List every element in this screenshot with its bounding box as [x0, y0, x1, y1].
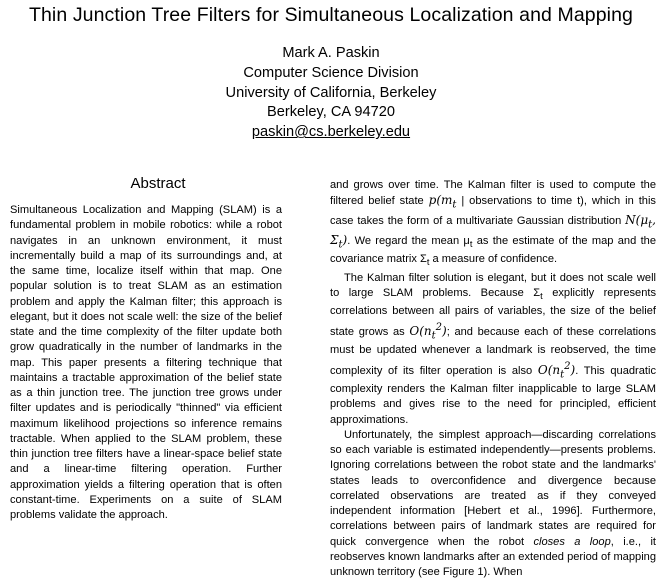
belief-state-formula: $p(m_t$	[428, 193, 457, 211]
affiliation-line: Berkeley, CA 94720	[267, 104, 395, 121]
body-paragraph: Unfortunately, the simplest approach—discarding correlations so each variable is estimated independently—presents problems. Ignoring correlations between the robot state and the landmarks' states leads to overconfidence and divergence because correlated observations are treated as if they conveyed independent information [Hebert et al., 1996]. Furthermore, correlations between pairs of landmark states are required for quick convergence when the robot closes a loop, i.e., it reobserves known landmarks after an extended period of mapping unknown territory (see Figure 1). When	[330, 428, 656, 579]
body-column	[330, 178, 656, 580]
complexity-formula: $O(n_t^2)$	[409, 321, 447, 341]
author-name: Mark A. Paskin	[282, 45, 380, 61]
author-block	[0, 44, 662, 143]
affiliation-line: Computer Science Division	[243, 64, 419, 81]
author-email-link[interactable]: paskin@cs.berkeley.edu	[251, 124, 411, 141]
abstract-text: Simultaneous Localization and Mapping (SLAM) is a fundamental problem in mobile robotics: while a robot navigates in an unknown environment, it must incrementally build a map of its surroundings and, at the same time, localize itself within that map. One popular solution is to treat SLAM as an estimation problem and apply the Kalman filter; this approach is elegant, but it does not scale well: the size of the belief state and the time complexity of the filter update both grow quadratically in the number of landmarks in the map. This paper presents a filtering technique that maintains a tractable approximation of the belief state as a thin junction tree. The junction tree grows under filter updates and is periodically "thinned" via efficient maximum likelihood projections so inference remains tractable. When applied to the SLAM problem, these thin junction tree filters have a linear-space belief state and a linear-time filtering operation. Further approximation yields a filtering operation that is often constant-time. Experiments on a suite of SLAM problems validate the approach.	[10, 204, 282, 521]
paper-title: Thin Junction Tree Filters for Simultaneous Localization and Mapping	[28, 4, 634, 26]
gaussian-formula: $N(\mu_t$, $\Sigma_t$)	[330, 212, 656, 250]
body-paragraph: The Kalman filter solution is elegant, but it does not scale well to large SLAM problems. Because $\Sigma_t$ explicitly represents correlations between all pairs of variables, the size of the belief state grows as $O(n_t^2)$; and because each of these correlations must be updated whenever a landmark is reobserved, the time complexity of its filter operation is also $O(n_t^2)$. This quadratic complexity renders the Kalman filter inapplicable to large SLAM problems and gives rise to the need for principled, efficient approximations.	[330, 271, 657, 426]
affiliation-line: University of California, Berkeley	[225, 84, 437, 101]
abstract-column	[10, 203, 282, 523]
abstract-heading: Abstract	[130, 175, 186, 192]
body-paragraph: and grows over time. The Kalman filter is used to compute the filtered belief state $p(m_t$ | observations to time t), which in this case takes the form of a multivariate Gaussian distribution $N(\mu_t$, $\Sigma_t$). We regard the mean $\mu_t$ as the estimate of the map and the covariance matrix $\Sigma_t$ a measure of confidence.	[330, 179, 656, 268]
complexity-formula: $O(n_t^2)$	[537, 360, 576, 380]
